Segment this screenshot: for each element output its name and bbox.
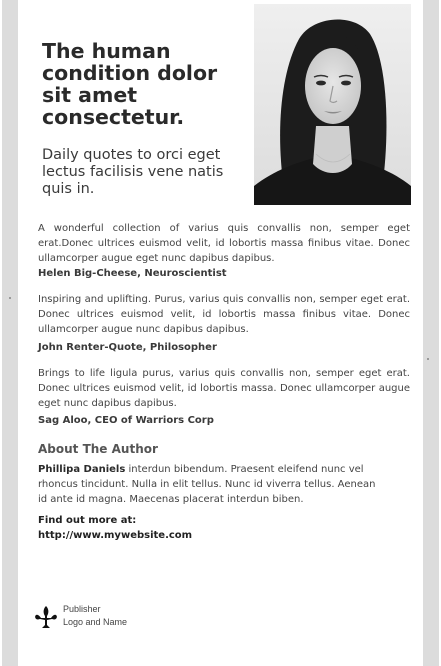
author-bio-text: interdun bibendum. Praesent eleifend nunc vel rhoncus tincidunt. Nulla in elit tellus. Nunc id viverra tellus. Aenean id ante id magna. Maecenas placerat interdun biben. <box>38 464 376 505</box>
book-back-cover <box>18 0 423 666</box>
book-title: The human condition dolor sit amet consectetur. <box>42 39 218 129</box>
margin-mark <box>9 297 11 299</box>
publisher-line-1: Publisher <box>63 604 101 614</box>
author-photo <box>254 4 411 205</box>
author-bio <box>38 462 383 507</box>
right-margin-strip <box>423 0 439 666</box>
website-link[interactable]: http://www.mywebsite.com <box>38 530 193 541</box>
quote-attribution-2: John Renter-Quote, Philosopher <box>38 342 217 353</box>
author-name: Phillipa Daniels <box>38 464 126 475</box>
left-margin-strip <box>2 0 18 666</box>
find-out-more <box>38 513 192 543</box>
quote-attribution-1: Helen Big-Cheese, Neuroscientist <box>38 268 227 279</box>
about-author-heading: About The Author <box>38 442 158 456</box>
quote-text-1: A wonderful collection of varius quis convallis non, semper eget erat.Donec ultrices euismod velit, id lobortis massa finibus vitae. Donec ullamcorper augue eget nunc dapibus dapibus. <box>38 223 410 264</box>
author-portrait-image <box>254 4 411 205</box>
quote-attribution-3: Sag Aloo, CEO of Warriors Corp <box>38 415 214 426</box>
find-out-more-label: Find out more at: <box>38 515 137 526</box>
margin-mark <box>427 358 429 360</box>
publisher-line-2: Logo and Name <box>63 617 128 627</box>
quote-text-2: Inspiring and uplifting. Purus, varius quis convallis non, semper eget erat. Donec ultrices euismod velit, id lobortis massa finibus vitae. Donec ullamcorper augue nunc dapibus dapibus. <box>38 294 410 335</box>
fleur-de-lis-icon <box>34 605 58 629</box>
book-subtitle: Daily quotes to orci eget lectus facilisis vene natis quis in. <box>42 147 224 197</box>
quote-text-3: Brings to life ligula purus, varius quis convallis non, semper eget erat. Donec ultrices euismod velit, id lobortis massa. Donec ullamcorper augue eget nunc dapibus dapibus. <box>38 368 410 409</box>
